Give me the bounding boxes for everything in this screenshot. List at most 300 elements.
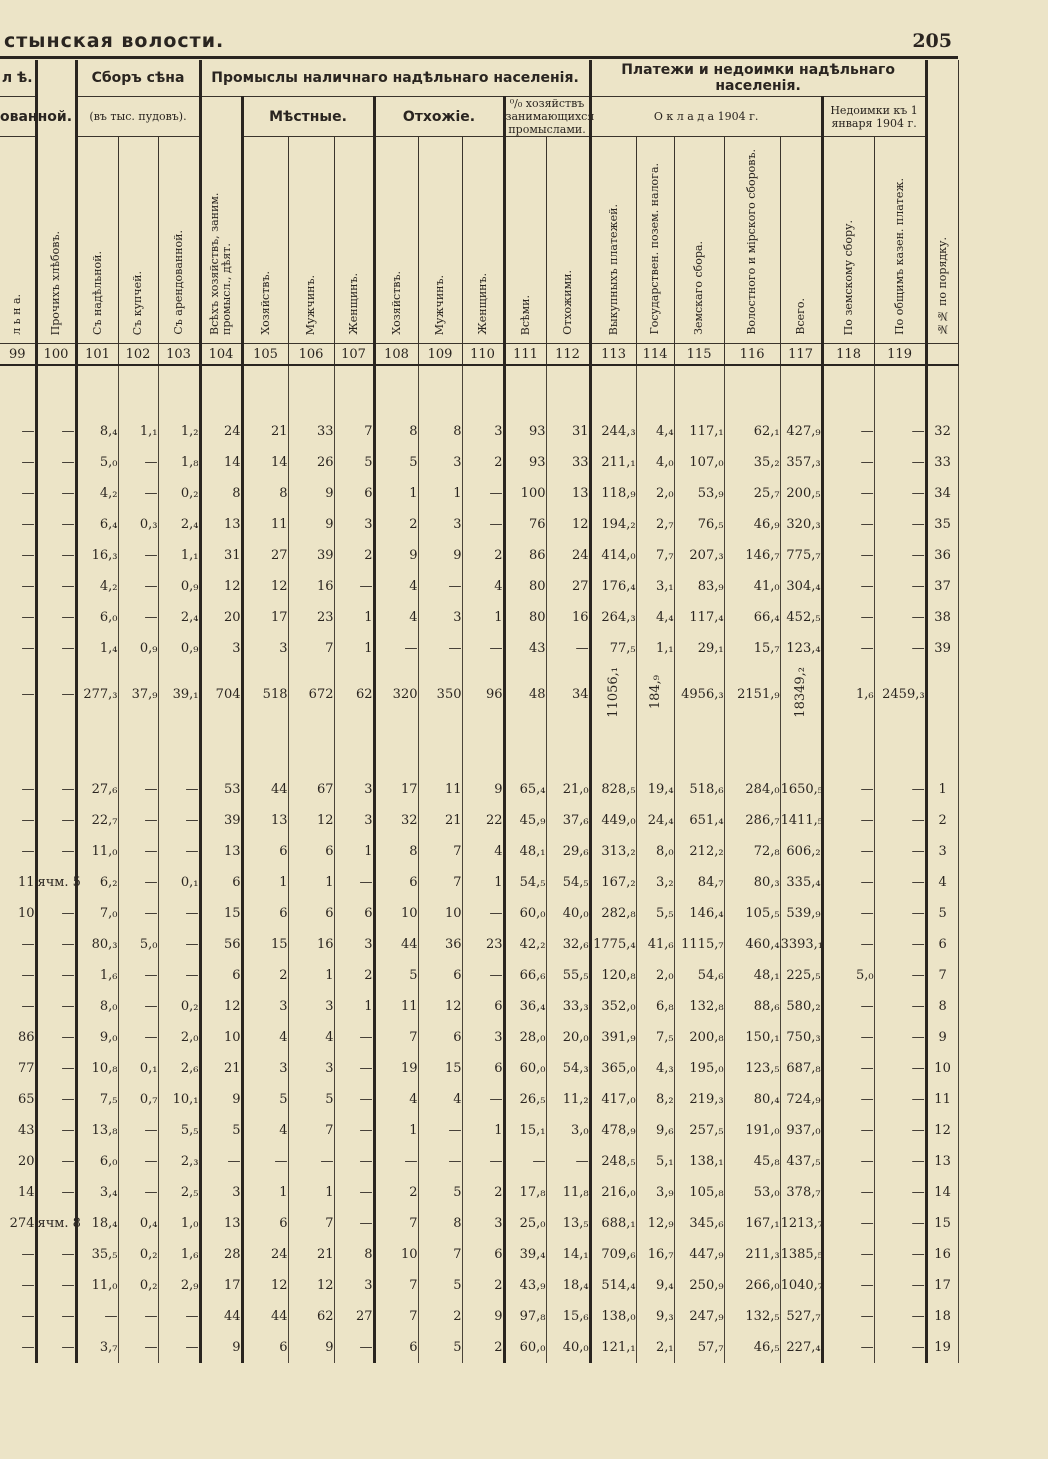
table-cell: 211,₃: [724, 1239, 780, 1270]
table-cell: 1,₈: [158, 447, 200, 478]
table-cell: 284,₀: [724, 774, 780, 805]
spacer-cell: [674, 724, 724, 774]
table-cell: 12: [200, 571, 242, 602]
table-cell: 1: [242, 867, 288, 898]
table-row: [0, 478, 958, 509]
table-cell: 9,₄: [636, 1270, 674, 1301]
table-cell: 12: [200, 991, 242, 1022]
table-cell: 2: [374, 1177, 418, 1208]
table-cell: 13,₈: [76, 1115, 118, 1146]
table-cell: 1213,₇: [780, 1208, 822, 1239]
table-cell: 5: [334, 447, 374, 478]
table-cell: 16: [288, 929, 334, 960]
table-cell: 248,₅: [590, 1146, 636, 1177]
table-cell: 13,₅: [546, 1208, 590, 1239]
table-cell: 286,₇: [724, 805, 780, 836]
table-cell: 5: [418, 1332, 462, 1363]
table-cell: 0,₃: [118, 509, 158, 540]
table-row: [0, 416, 958, 447]
table-cell: 1775,₄: [590, 929, 636, 960]
table-cell: 3,₄: [76, 1177, 118, 1208]
table-cell: 704: [200, 664, 242, 724]
table-cell: 3: [288, 991, 334, 1022]
table-cell: 27: [334, 1301, 374, 1332]
table-cell: —: [874, 1115, 926, 1146]
table-cell: —: [822, 774, 874, 805]
table-cell: 12,₉: [636, 1208, 674, 1239]
table-cell: 53: [200, 774, 242, 805]
table-cell: 40,₀: [546, 1332, 590, 1363]
table-cell: 123,₅: [724, 1053, 780, 1084]
table-cell: —: [118, 1332, 158, 1363]
table-cell: 539,₉: [780, 898, 822, 929]
table-cell: —: [36, 898, 76, 929]
table-cell: —: [118, 991, 158, 1022]
table-row: [0, 898, 958, 929]
column-numbers: [0, 344, 958, 366]
table-cell: 18,₄: [76, 1208, 118, 1239]
table-cell: —: [874, 540, 926, 571]
spacer-cell: [874, 365, 926, 416]
table-cell: 150,₁: [724, 1022, 780, 1053]
col-volost: Волостного и мірского сборовъ.: [745, 149, 759, 335]
table-cell: 724,₉: [780, 1084, 822, 1115]
table-cell: 39: [200, 805, 242, 836]
table-cell: 15,₇: [724, 633, 780, 664]
table-cell: —: [822, 1053, 874, 1084]
table-cell: —: [462, 633, 504, 664]
table-cell: 18349,₂: [793, 666, 809, 718]
table-cell: 105,₅: [724, 898, 780, 929]
table-cell: 580,₂: [780, 991, 822, 1022]
column-number: 110: [462, 344, 504, 366]
table-cell: 687,₈: [780, 1053, 822, 1084]
table-cell: 62: [334, 664, 374, 724]
table-cell: 57,₇: [674, 1332, 724, 1363]
table-cell: 43,₉: [504, 1270, 546, 1301]
table-cell: —: [288, 1146, 334, 1177]
column-number: 109: [418, 344, 462, 366]
table-cell: 55,₅: [546, 960, 590, 991]
table-row: [0, 1084, 958, 1115]
table-cell: 80,₃: [724, 867, 780, 898]
table-cell: 6: [242, 1208, 288, 1239]
col-away-women: Женщинъ.: [475, 273, 489, 335]
table-cell: 7: [288, 1115, 334, 1146]
table-cell: 225,₅: [780, 960, 822, 991]
table-cell: 7: [334, 416, 374, 447]
table-row: [0, 1177, 958, 1208]
table-cell: 518,₆: [674, 774, 724, 805]
table-cell: 2,₄: [158, 509, 200, 540]
table-cell: —: [822, 1177, 874, 1208]
table-cell: 54,₆: [674, 960, 724, 991]
spacer-cell: [118, 724, 158, 774]
table-cell: —: [0, 1301, 36, 1332]
table-cell: —: [0, 416, 36, 447]
table-cell: 25,₀: [504, 1208, 546, 1239]
col-arrears-treasury: По общимъ казен. платеж.: [892, 178, 906, 335]
spacer-row: [0, 724, 958, 774]
table-cell: 9,₃: [636, 1301, 674, 1332]
table-cell: 3: [334, 805, 374, 836]
table-cell: 9,₆: [636, 1115, 674, 1146]
spacer-cell: [36, 724, 76, 774]
table-cell: —: [374, 1146, 418, 1177]
table-cell: 33: [546, 447, 590, 478]
table-cell: 447,₉: [674, 1239, 724, 1270]
table-cell: 1,₁: [158, 540, 200, 571]
table-cell: 17: [926, 1270, 958, 1301]
table-cell: 4: [462, 571, 504, 602]
table-cell: 33,₃: [546, 991, 590, 1022]
table-cell: 6,₀: [76, 1146, 118, 1177]
table-cell: 26,₅: [504, 1084, 546, 1115]
table-cell: 11: [242, 509, 288, 540]
table-cell: 2: [462, 1177, 504, 1208]
table-cell: 4: [242, 1115, 288, 1146]
table-cell: 3: [242, 633, 288, 664]
table-cell: 6: [374, 867, 418, 898]
table-cell: 15: [418, 1053, 462, 1084]
table-row: [0, 1301, 958, 1332]
table-cell: —: [118, 1177, 158, 1208]
statistics-table: [0, 60, 959, 1363]
table-cell: 0,₉: [118, 633, 158, 664]
column-number: 113: [590, 344, 636, 366]
table-cell: —: [462, 960, 504, 991]
column-number: 105: [242, 344, 288, 366]
table-cell: 36: [926, 540, 958, 571]
table-row: [0, 571, 958, 602]
table-cell: —: [36, 1053, 76, 1084]
table-cell: 14,₁: [546, 1239, 590, 1270]
column-number: 103: [158, 344, 200, 366]
table-cell: —: [874, 1022, 926, 1053]
table-row: [0, 867, 958, 898]
table-cell: 0,₂: [118, 1239, 158, 1270]
column-number: 107: [334, 344, 374, 366]
table-cell: —: [36, 602, 76, 633]
table-cell: 80,₄: [724, 1084, 780, 1115]
col-hay-rented: Съ арендованной.: [171, 230, 185, 335]
table-cell: 1: [462, 1115, 504, 1146]
table-cell: 1: [926, 774, 958, 805]
table-cell: 44: [242, 1301, 288, 1332]
table-cell: 93: [504, 416, 546, 447]
table-cell: —: [462, 1146, 504, 1177]
table-cell: 195,₀: [674, 1053, 724, 1084]
table-cell: 39,₁: [158, 664, 200, 724]
table-cell: 12: [242, 1270, 288, 1301]
table-cell: 1: [374, 478, 418, 509]
table-cell: 6: [242, 898, 288, 929]
table-cell: 20,₀: [546, 1022, 590, 1053]
table-cell: —: [0, 664, 36, 724]
table-cell: 688,₁: [590, 1208, 636, 1239]
table-cell: 39: [288, 540, 334, 571]
table-cell: 2: [462, 1332, 504, 1363]
table-cell: 5: [288, 1084, 334, 1115]
table-cell: 1,₆: [158, 1239, 200, 1270]
table-cell: 44: [242, 774, 288, 805]
table-cell: 9: [926, 1022, 958, 1053]
table-cell: 750,₃: [780, 1022, 822, 1053]
table-cell: 5: [926, 898, 958, 929]
table-cell: —: [822, 571, 874, 602]
table-cell: 48,₁: [504, 836, 546, 867]
table-cell: 24,₄: [636, 805, 674, 836]
col-local-women: Женщинъ.: [346, 273, 360, 335]
table-cell: 1411,₅: [780, 805, 822, 836]
table-cell: 16: [546, 602, 590, 633]
column-number: 102: [118, 344, 158, 366]
table-cell: 3: [334, 929, 374, 960]
table-cell: 1: [334, 602, 374, 633]
table-cell: 27: [242, 540, 288, 571]
table-cell: 2,₇: [636, 509, 674, 540]
table-cell: 651,₄: [674, 805, 724, 836]
table-cell: 12: [288, 805, 334, 836]
table-cell: 77: [0, 1053, 36, 1084]
table-cell: —: [0, 540, 36, 571]
table-cell: 4: [418, 1084, 462, 1115]
table-cell: 37,₆: [546, 805, 590, 836]
running-head-title: стынская волости.: [4, 30, 225, 52]
table-cell: 21,₀: [546, 774, 590, 805]
table-cell: 32: [374, 805, 418, 836]
page-number: 205: [912, 30, 952, 52]
spacer-cell: [674, 365, 724, 416]
table-cell-wrapper: [780, 664, 822, 724]
spacer-cell: [242, 365, 288, 416]
table-cell: 12: [288, 1270, 334, 1301]
column-number: 104: [200, 344, 242, 366]
table-cell: —: [546, 633, 590, 664]
table-cell: —: [418, 633, 462, 664]
table-cell: 167,₁: [724, 1208, 780, 1239]
table-cell: —: [0, 509, 36, 540]
table-cell: 8: [200, 478, 242, 509]
table-cell: 107,₀: [674, 447, 724, 478]
table-cell: 266,₀: [724, 1270, 780, 1301]
table-cell: —: [158, 805, 200, 836]
table-cell: —: [822, 805, 874, 836]
table-cell: 606,₂: [780, 836, 822, 867]
table-cell: 5,₀: [76, 447, 118, 478]
table-cell: 27: [546, 571, 590, 602]
table-cell: 13: [926, 1146, 958, 1177]
table-cell: 13: [200, 836, 242, 867]
table-cell: 54,₅: [546, 867, 590, 898]
table-cell: 14: [0, 1177, 36, 1208]
table-cell: 14: [242, 447, 288, 478]
table-cell: —: [118, 1115, 158, 1146]
table-cell: 11,₈: [546, 1177, 590, 1208]
table-cell: 6,₄: [76, 509, 118, 540]
table-cell: —: [874, 1270, 926, 1301]
table-cell: 67: [288, 774, 334, 805]
table-cell: —: [158, 1301, 200, 1332]
table-cell: 16: [926, 1239, 958, 1270]
table-cell: —: [822, 509, 874, 540]
table-cell: 5,₀: [118, 929, 158, 960]
table-cell: 35,₅: [76, 1239, 118, 1270]
table-cell: 15: [242, 929, 288, 960]
table-cell: —: [36, 478, 76, 509]
table-cell: 8,₄: [76, 416, 118, 447]
spacer-cell: [418, 724, 462, 774]
table-cell: 8: [374, 836, 418, 867]
table-cell: —: [822, 478, 874, 509]
table-cell: 22: [462, 805, 504, 836]
table-cell: —: [36, 1270, 76, 1301]
table-cell: 1: [288, 960, 334, 991]
table-cell: 2,₄: [158, 602, 200, 633]
spacer-cell: [780, 724, 822, 774]
table-row: [0, 774, 958, 805]
table-cell: 449,₀: [590, 805, 636, 836]
table-cell: 11: [926, 1084, 958, 1115]
table-cell: 7,₀: [76, 898, 118, 929]
table-cell: —: [874, 447, 926, 478]
table-cell: 3: [418, 447, 462, 478]
table-cell: —: [822, 867, 874, 898]
column-number: 108: [374, 344, 418, 366]
table-cell: —: [874, 991, 926, 1022]
table-cell: —: [874, 960, 926, 991]
table-cell: 3: [334, 509, 374, 540]
table-cell: 54,₅: [504, 867, 546, 898]
table-cell: —: [334, 1332, 374, 1363]
table-cell: 76: [504, 509, 546, 540]
local-title: Мѣстные.: [269, 108, 347, 125]
table-cell: 1: [462, 602, 504, 633]
table-cell: 37,₉: [118, 664, 158, 724]
table-cell: —: [874, 929, 926, 960]
hay-title: Сборъ сѣна: [91, 70, 185, 86]
table-cell: 96: [462, 664, 504, 724]
table-cell: 56: [200, 929, 242, 960]
table-cell: 9: [462, 1301, 504, 1332]
table-cell: 9,₀: [76, 1022, 118, 1053]
table-cell: 123,₄: [780, 633, 822, 664]
table-cell: 18,₄: [546, 1270, 590, 1301]
table-cell: 16: [288, 571, 334, 602]
table-cell: 460,₄: [724, 929, 780, 960]
spacer-cell: [288, 365, 334, 416]
table-cell: 11: [418, 774, 462, 805]
table-cell: —: [0, 447, 36, 478]
table-cell: 146,₇: [724, 540, 780, 571]
table-cell: 6: [242, 836, 288, 867]
table-cell: 2,₀: [636, 478, 674, 509]
table-cell: 9: [200, 1332, 242, 1363]
table-cell: 3: [200, 1177, 242, 1208]
table-cell: —: [118, 1301, 158, 1332]
column-number: 99: [0, 344, 36, 366]
table-cell: 13: [200, 509, 242, 540]
table-cell: 3,₀: [546, 1115, 590, 1146]
table-cell: 44: [374, 929, 418, 960]
table-row: [0, 633, 958, 664]
table-cell: 244,₃: [590, 416, 636, 447]
table-cell: 37: [926, 571, 958, 602]
table-cell: 23: [288, 602, 334, 633]
table-cell: —: [418, 1146, 462, 1177]
table-cell: ячм. 5: [36, 867, 76, 898]
table-cell: 60,₀: [504, 898, 546, 929]
table-cell: 3: [418, 602, 462, 633]
table-cell: 2151,₉: [724, 664, 780, 724]
table-cell: 32: [926, 416, 958, 447]
table-cell: —: [36, 447, 76, 478]
table-cell: 33: [288, 416, 334, 447]
table-cell: 53,₀: [724, 1177, 780, 1208]
table-cell: 46,₅: [724, 1332, 780, 1363]
table-cell: 12: [242, 571, 288, 602]
table-cell: 11: [374, 991, 418, 1022]
table-cell: 9: [418, 540, 462, 571]
table-row: [0, 805, 958, 836]
table-cell: 39,₄: [504, 1239, 546, 1270]
hay-subtitle: (въ тыс. пудовъ).: [89, 110, 187, 123]
table-cell: 7: [926, 960, 958, 991]
table-cell: 5,₅: [158, 1115, 200, 1146]
table-cell: 72,₈: [724, 836, 780, 867]
table-cell: —: [36, 1301, 76, 1332]
table-cell: 264,₃: [590, 602, 636, 633]
spacer-cell: [418, 365, 462, 416]
table-cell: 1,₂: [158, 416, 200, 447]
table-cell: 5,₅: [636, 898, 674, 929]
table-cell: 320: [374, 664, 418, 724]
table-cell: 417,₀: [590, 1084, 636, 1115]
table-cell: 4,₂: [76, 478, 118, 509]
table-cell: 80,₃: [76, 929, 118, 960]
column-number: 111: [504, 344, 546, 366]
table-cell: 7,₅: [636, 1022, 674, 1053]
table-cell: 80: [504, 602, 546, 633]
table-cell: 41,₀: [724, 571, 780, 602]
table-row: [0, 836, 958, 867]
table-cell: 31: [546, 416, 590, 447]
table-cell: 6: [418, 960, 462, 991]
table-cell: 0,₉: [158, 571, 200, 602]
table-cell: 4,₂: [76, 571, 118, 602]
col0-sub: ованной.: [0, 108, 73, 125]
table-cell: —: [118, 805, 158, 836]
table-cell: 14: [200, 447, 242, 478]
table-cell: 3: [418, 509, 462, 540]
table-cell: 10: [926, 1053, 958, 1084]
spacer-cell: [780, 365, 822, 416]
table-cell: 7,₇: [636, 540, 674, 571]
table-cell: —: [0, 836, 36, 867]
table-cell: —: [0, 1332, 36, 1363]
table-cell: 1: [334, 633, 374, 664]
table-cell: —: [822, 836, 874, 867]
table-cell: 3: [926, 836, 958, 867]
table-cell: 828,₅: [590, 774, 636, 805]
table-cell: 2: [462, 540, 504, 571]
table-cell: 15,₆: [546, 1301, 590, 1332]
table-cell: 26: [288, 447, 334, 478]
col-hay-purchased: Съ купчей.: [131, 270, 144, 335]
table-cell: 9: [288, 478, 334, 509]
table-cell: 1,₆: [822, 664, 874, 724]
table-cell: 1040,₇: [780, 1270, 822, 1301]
